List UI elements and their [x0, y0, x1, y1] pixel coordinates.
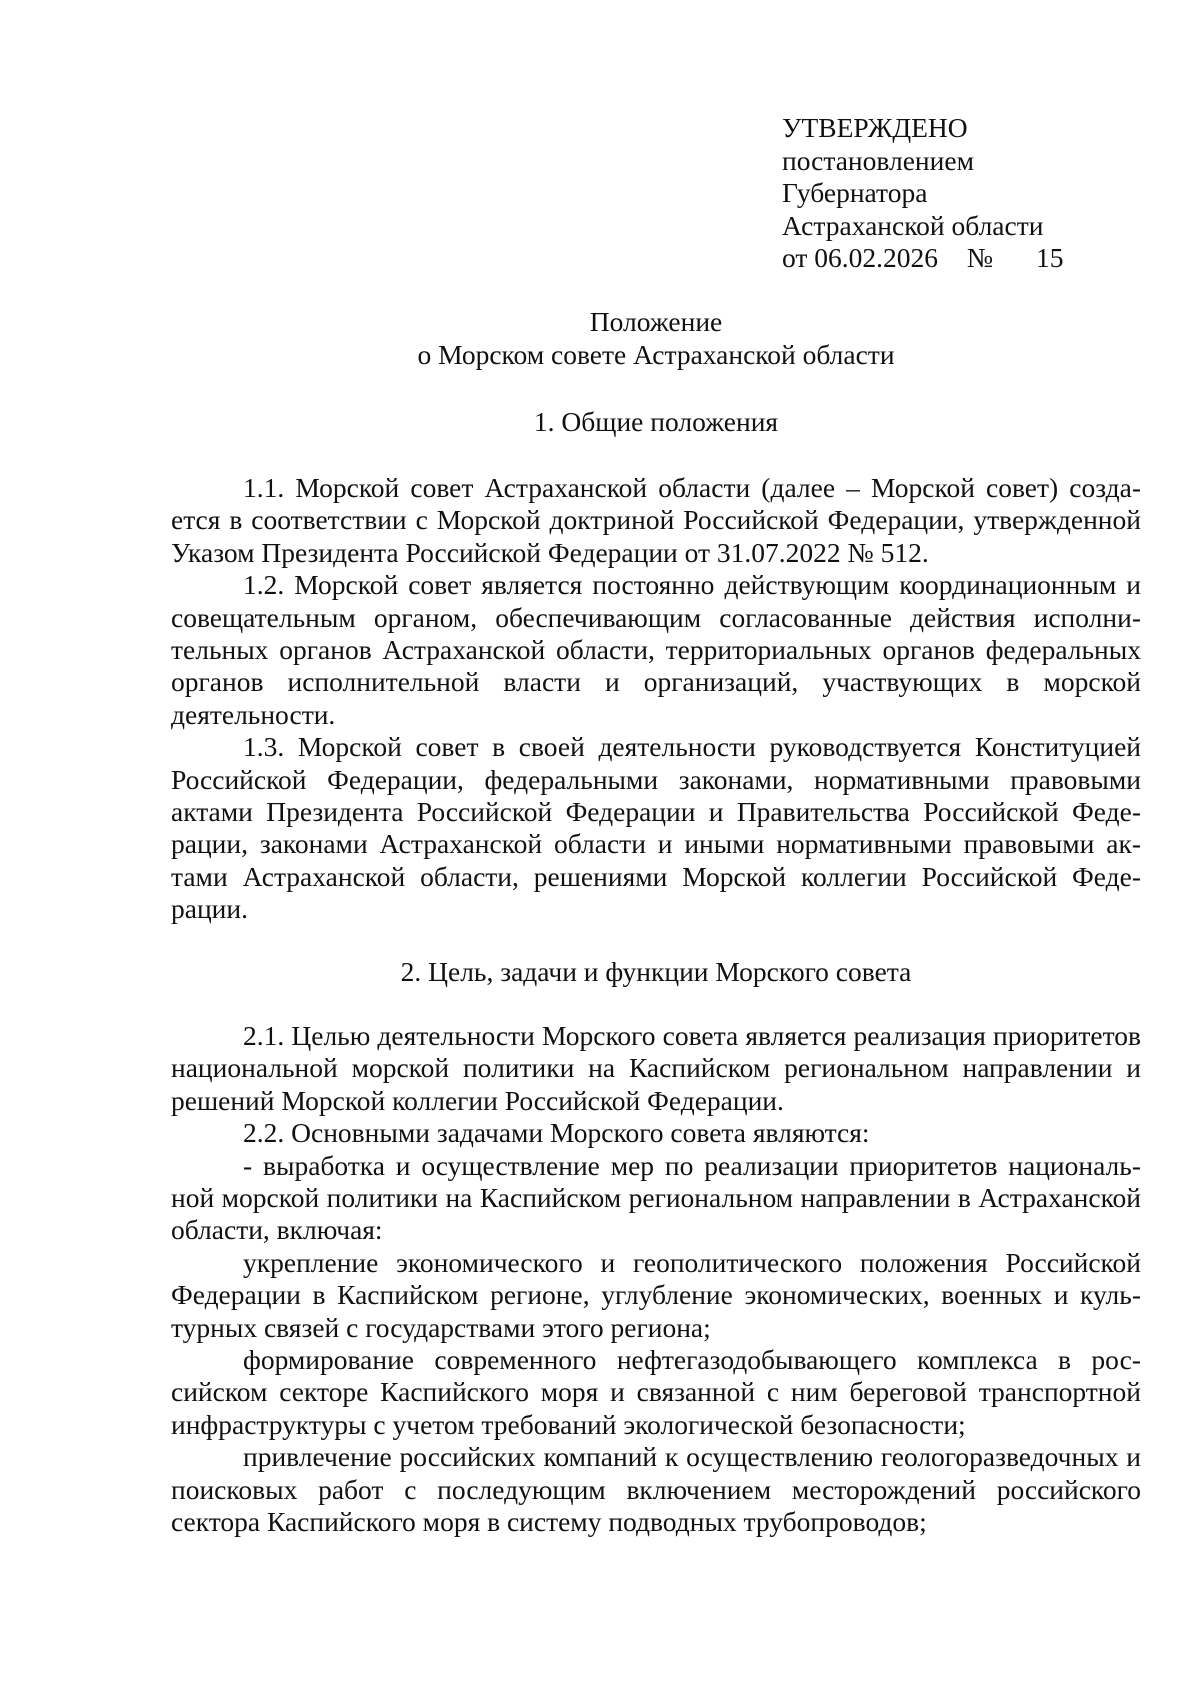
approval-date-line: [782, 242, 1142, 275]
paragraph-2-2-subitem-3: привлечение российских компаний к осуществлению геологоразведочных и поисковых работ с последующим включением месторождений российского сектора Каспийского моря в систему подводных трубопроводов;: [171, 1441, 1141, 1538]
paragraph-1-1: 1.1. Морской совет Астраханской области (далее – Морской совет) создается в соответствии с Морской доктриной Российской Федерации, утвержденной Указом Президента Российской Федерации от 31.07.2022 № 512.: [171, 472, 1141, 568]
document-title-line-1: Положение: [589, 306, 723, 337]
approval-line-2: Губернатора: [782, 177, 928, 208]
paragraph-2-2: 2.2. Основными задачами Морского совета являются:: [243, 1117, 870, 1149]
approval-line-3: Астраханской области: [782, 209, 1044, 241]
approval-date: 06.02.2026: [814, 242, 939, 273]
document-title-line-2: о Морском совете Астраханской области: [417, 338, 895, 370]
paragraph-1-2: 1.2. Морской совет является постоянно действующим координационным и совещательным органом, обеспечивающим согласованные действия исполнительных органов Астраханской области, территориальных органов федеральных органов исполнительной власти и организаций, участвующих в морской деятельности.: [171, 569, 1141, 730]
approval-heading: УТВЕРЖДЕНО: [782, 112, 968, 143]
number-sign: №: [966, 242, 994, 273]
section-2-heading: 2. Цель, задачи и функции Морского совета: [400, 956, 912, 987]
paragraph-2-2-subitem-1: укрепление экономического и геополитического положения Российской Федерации в Каспийском регионе, углубление экономических, военных и культурных связей с государствами этого региона;: [171, 1246, 1141, 1343]
paragraph-2-2-subitem-2: формирование современного нефтегазодобывающего комплекса в российском секторе Каспийского моря и связанной с ним береговой транспортной инфраструктуры с учетом требований экологической безопасности;: [171, 1344, 1141, 1440]
section-1-heading: 1. Общие положения: [533, 406, 779, 437]
approval-line-1: постановлением: [782, 144, 974, 176]
paragraph-1-3: 1.3. Морской совет в своей деятельности руководствуется Конституцией Российской Федерации, федеральными законами, нормативными правовыми актами Президента Российской Федерации и Правительства Российской Федерации, законами Астраханской области и иными нормативными правовыми актами Астраханской области, решениями Морской коллегии Российской Федерации.: [171, 731, 1141, 925]
paragraph-2-2-item: - выработка и осуществление мер по реализации приоритетов национальной морской политики на Каспийском региональном направлении в Астраханской области, включая:: [171, 1149, 1141, 1246]
document-title: [171, 306, 1141, 371]
date-prefix: от: [782, 242, 808, 273]
section-2-body: [171, 1020, 1141, 1539]
paragraph-2-1: 2.1. Целью деятельности Морского совета является реализация приоритетов национальной морской политики на Каспийском региональном направлении и решений Морской коллегии Российской Федерации.: [171, 1020, 1141, 1116]
section-1-body: [171, 472, 1141, 926]
approval-stamp: [782, 112, 1142, 275]
approval-number: 15: [1036, 242, 1064, 273]
